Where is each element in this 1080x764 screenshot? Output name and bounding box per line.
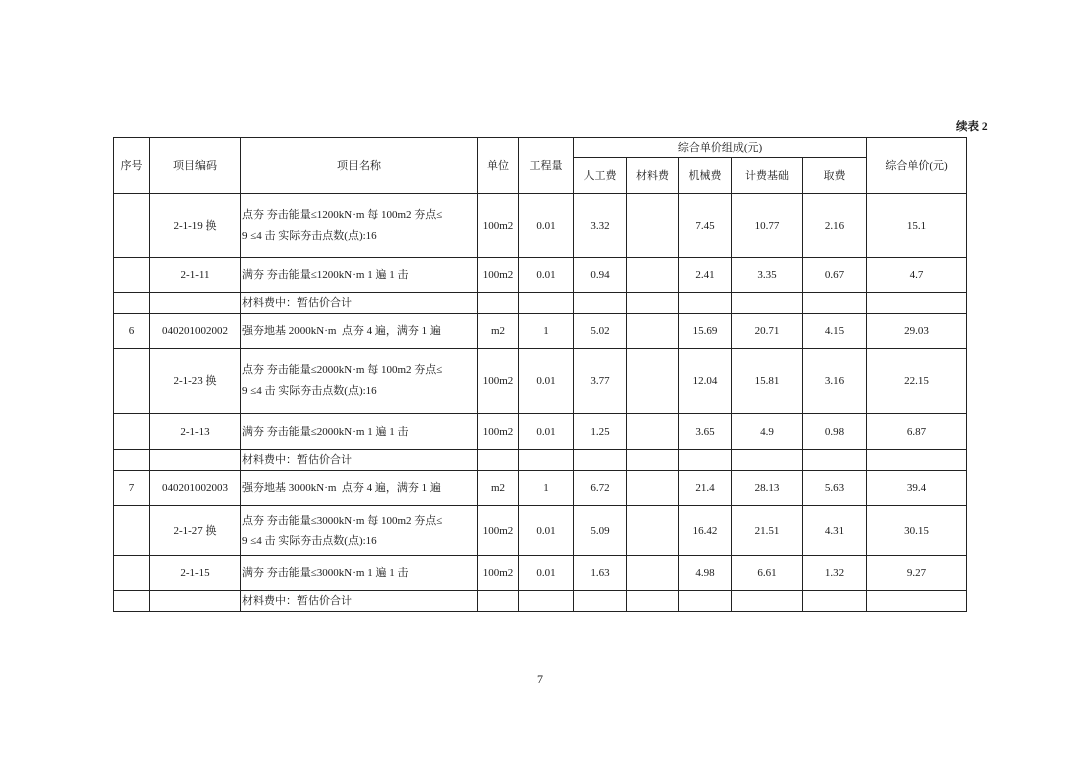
cell-qty [519,450,574,471]
cell-unit-price: 15.1 [867,194,967,258]
material-note-row [114,293,967,314]
name-line: 满夯 夯击能量≤3000kN·m 1 遍 1 击 [242,567,409,579]
header-labor: 人工费 [574,158,627,194]
cell-labor: 1.63 [574,556,627,591]
cell-unit-price: 29.03 [867,314,967,349]
cell-base: 28.13 [732,471,803,506]
cell-fee: 0.67 [803,258,867,293]
cell-seq [114,194,150,258]
cell-name [241,556,478,591]
page-number: 7 [537,672,543,686]
cell-unit-price: 39.4 [867,471,967,506]
cell-labor [574,293,627,314]
cell-material [627,556,679,591]
cell-code [150,293,241,314]
table-row [114,414,967,450]
cell-labor: 3.32 [574,194,627,258]
cell-base: 21.51 [732,506,803,556]
cell-qty: 0.01 [519,349,574,414]
cell-fee [803,591,867,612]
cell-unit [478,293,519,314]
header-qty: 工程量 [519,138,574,194]
cell-code: 2-1-13 [150,414,241,450]
cell-material [627,591,679,612]
cell-labor: 5.02 [574,314,627,349]
cell-base: 20.71 [732,314,803,349]
cell-code: 2-1-27 换 [150,506,241,556]
cell-material [627,314,679,349]
cell-base [732,591,803,612]
cell-base: 6.61 [732,556,803,591]
cell-material [627,349,679,414]
cell-unit-price: 9.27 [867,556,967,591]
cell-material [627,471,679,506]
cell-material [627,293,679,314]
cell-qty [519,293,574,314]
header-composition: 综合单价组成(元) [574,138,867,158]
cell-name [241,450,478,471]
cell-material [627,258,679,293]
cell-qty: 0.01 [519,258,574,293]
cell-fee: 3.16 [803,349,867,414]
cell-fee: 0.98 [803,414,867,450]
name-line: 点夯 夯击能量≤2000kN·m 每 100m2 夯点≤ [242,364,443,376]
cell-fee: 4.31 [803,506,867,556]
cell-unit-price: 30.15 [867,506,967,556]
cell-name [241,194,478,258]
material-note-row [114,591,967,612]
table-row [114,314,967,349]
name-line: 材料费中：暂估价合计 [242,454,352,466]
cell-labor: 6.72 [574,471,627,506]
cell-machinery [679,450,732,471]
cell-fee: 5.63 [803,471,867,506]
table-row [114,506,967,556]
header-seq: 序号 [114,138,150,194]
cell-labor: 3.77 [574,349,627,414]
cell-unit-price [867,591,967,612]
header-code: 项目编码 [150,138,241,194]
cell-fee [803,293,867,314]
cell-material [627,506,679,556]
header-fee: 取费 [803,158,867,194]
cell-code: 2-1-15 [150,556,241,591]
cell-machinery: 4.98 [679,556,732,591]
cell-code [150,591,241,612]
cell-qty [519,591,574,612]
cell-seq [114,258,150,293]
header-base: 计费基础 [732,158,803,194]
cell-machinery [679,293,732,314]
cell-machinery: 3.65 [679,414,732,450]
cell-seq [114,414,150,450]
cell-machinery [679,591,732,612]
cell-unit: 100m2 [478,194,519,258]
name-line: 9 ≤4 击 实际夯击点数(点):16 [242,534,377,547]
header-unit: 单位 [478,138,519,194]
name-line: 材料费中：暂估价合计 [242,595,352,607]
cell-unit-price [867,450,967,471]
cell-unit-price: 22.15 [867,349,967,414]
name-line: 点夯 夯击能量≤3000kN·m 每 100m2 夯点≤ [242,514,443,527]
cell-qty: 0.01 [519,556,574,591]
header-row [114,138,967,158]
cell-seq [114,450,150,471]
cell-machinery: 7.45 [679,194,732,258]
header-name: 项目名称 [241,138,478,194]
cell-material [627,194,679,258]
name-line: 强夯地基 2000kN·m 点夯 4 遍，满夯 1 遍 [242,325,441,337]
cell-name [241,258,478,293]
name-line: 满夯 夯击能量≤2000kN·m 1 遍 1 击 [242,425,409,438]
cell-qty: 0.01 [519,194,574,258]
cell-fee [803,450,867,471]
name-line: 满夯 夯击能量≤1200kN·m 1 遍 1 击 [242,269,409,281]
name-line: 9 ≤4 击 实际夯击点数(点):16 [242,229,377,242]
cell-name [241,314,478,349]
material-note-row [114,450,967,471]
table-row [114,258,967,293]
cell-qty: 1 [519,314,574,349]
cell-unit: 100m2 [478,506,519,556]
name-line: 材料费中：暂估价合计 [242,297,352,309]
cell-seq: 7 [114,471,150,506]
cell-labor: 5.09 [574,506,627,556]
cell-name [241,293,478,314]
cell-unit: 100m2 [478,556,519,591]
cell-name [241,591,478,612]
table-row [114,471,967,506]
cell-code: 040201002003 [150,471,241,506]
cell-seq [114,349,150,414]
table-row [114,194,967,258]
cell-unit [478,450,519,471]
cell-seq: 6 [114,314,150,349]
cell-unit: 100m2 [478,258,519,293]
cell-labor [574,591,627,612]
cell-seq [114,293,150,314]
cell-fee: 4.15 [803,314,867,349]
cell-machinery: 15.69 [679,314,732,349]
cell-seq [114,506,150,556]
cell-base: 4.9 [732,414,803,450]
cell-fee: 2.16 [803,194,867,258]
name-line: 点夯 夯击能量≤1200kN·m 每 100m2 夯点≤ [242,208,443,221]
cell-labor: 0.94 [574,258,627,293]
cell-qty: 1 [519,471,574,506]
cell-labor [574,450,627,471]
cell-base: 3.35 [732,258,803,293]
cell-unit-price [867,293,967,314]
name-line: 强夯地基 3000kN·m 点夯 4 遍，满夯 1 遍 [242,482,441,494]
header-machinery: 机械费 [679,158,732,194]
cell-name [241,414,478,450]
cell-qty: 0.01 [519,506,574,556]
header-material: 材料费 [627,158,679,194]
cell-machinery: 2.41 [679,258,732,293]
cell-code [150,450,241,471]
cell-base [732,293,803,314]
cell-base [732,450,803,471]
cell-base: 15.81 [732,349,803,414]
header-unit-price: 综合单价(元) [867,138,967,194]
cell-code: 040201002002 [150,314,241,349]
cell-code: 2-1-11 [150,258,241,293]
table-row [114,349,967,414]
cell-unit: m2 [478,471,519,506]
cell-name [241,349,478,414]
cell-material [627,414,679,450]
cell-unit: 100m2 [478,349,519,414]
cell-unit-price: 6.87 [867,414,967,450]
cell-machinery: 21.4 [679,471,732,506]
cell-name [241,471,478,506]
table-row [114,556,967,591]
cell-seq [114,556,150,591]
cell-machinery: 12.04 [679,349,732,414]
cell-unit [478,591,519,612]
cell-unit-price: 4.7 [867,258,967,293]
continuation-label: 续表 2 [956,121,988,133]
cell-labor: 1.25 [574,414,627,450]
cost-table [113,137,967,612]
cell-base: 10.77 [732,194,803,258]
cell-qty: 0.01 [519,414,574,450]
cell-material [627,450,679,471]
cell-fee: 1.32 [803,556,867,591]
name-line: 9 ≤4 击 实际夯击点数(点):16 [242,385,377,397]
cell-name [241,506,478,556]
cell-code: 2-1-19 换 [150,194,241,258]
cell-unit: 100m2 [478,414,519,450]
cell-unit: m2 [478,314,519,349]
cell-seq [114,591,150,612]
cell-code: 2-1-23 换 [150,349,241,414]
cell-machinery: 16.42 [679,506,732,556]
